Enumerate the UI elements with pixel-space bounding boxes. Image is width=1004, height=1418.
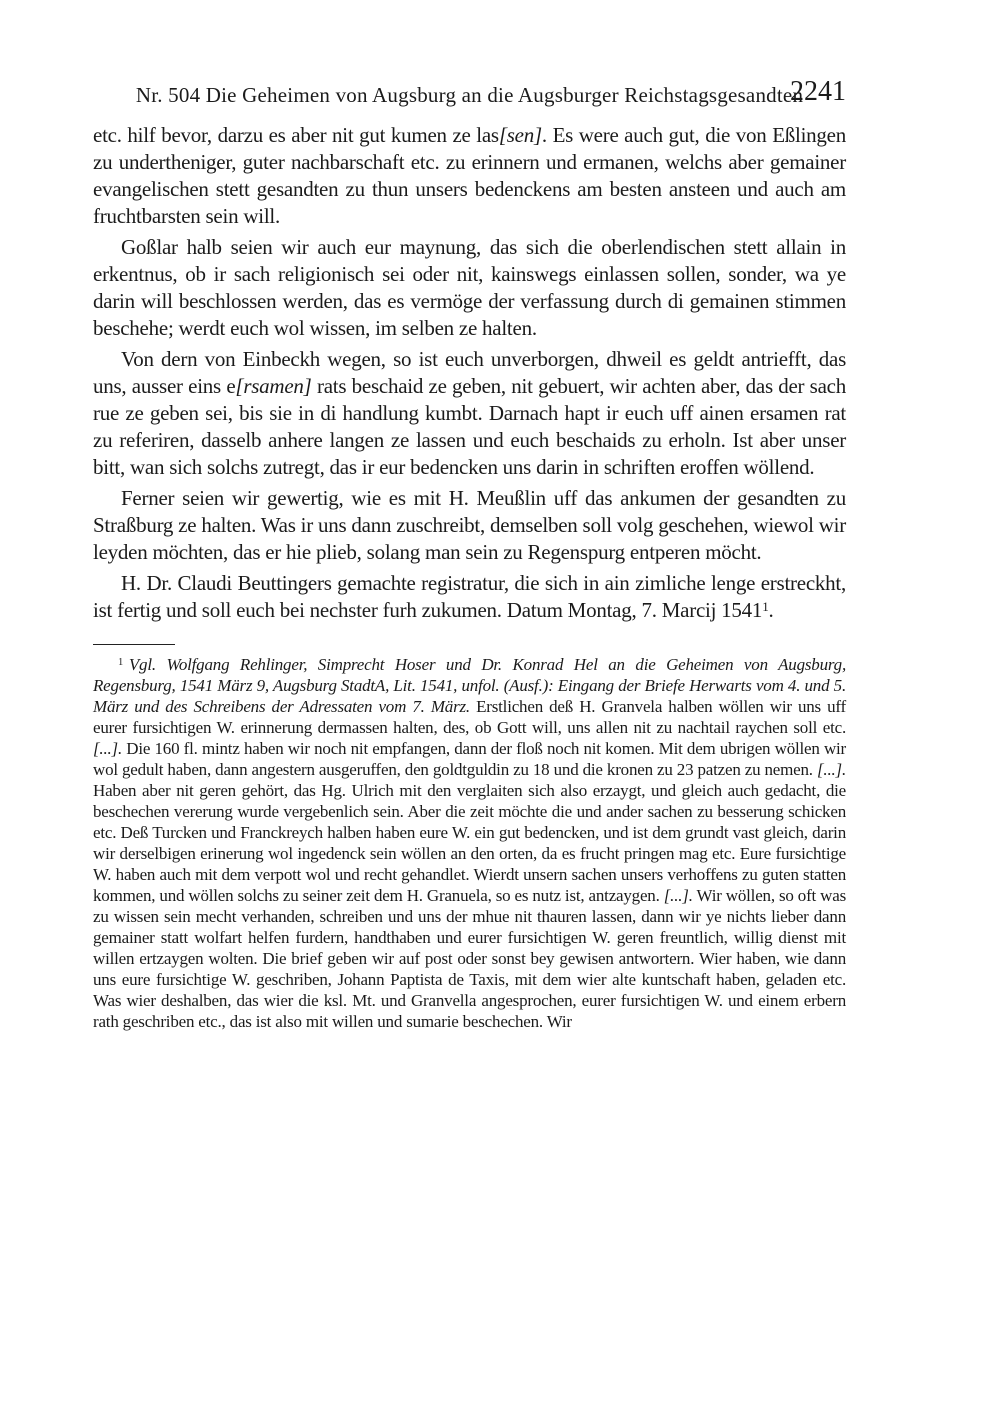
paragraph-1: etc. hilf bevor, darzu es aber nit gut kumen ze las[sen]. Es were auch gut, die von Eßlingen zu undertheniger, guter nachbarschaft etc. zu erinnern und ermanen, welchs aber gemainer evangelischen stett gesandten zu thun unsers bedenckens am besten ansteen und auch am fruchtbarsten sein will. [93,123,846,228]
paragraph-4: Ferner seien wir gewertig, wie es mit H. Meußlin uff das ankumen der gesandten zu Straßburg ze halten. Was ir uns dann zuschreibt, demselben soll volg geschehen, wiewol wir leyden möchten, das er hie plieb, solang man sein zu Regenspurg entperen möcht. [93,486,846,564]
footnote-marker: 1 [118,657,124,669]
footnote-text: Vgl. Wolfgang Rehlinger, Simprecht Hoser und Dr. Konrad Hel an die Geheimen von Augsburg, Regensburg, 1541 März 9, Augsburg StadtA, Lit. 1541, unfol. (Ausf.): Eingang der Briefe Herwarts vom 4. und 5. März und des Schreibens der Adressaten vom 7. März. Erstlichen deß H. Granvela halben wöllen wir uns uff eurer fursichtigen W. erinnerung dermassen halten, des, ob Gott will, uns allen nit zu nachtail raychen soll etc. [...]. Die 160 fl. mintz haben wir noch nit empfangen, dann der floß noch nit komen. Mit dem ubrigen wöllen wir wol gedult haben, dann angestern ausgeruffen, den goldtguldin zu 18 und die kronen zu 23 patzen zu nemen. [...]. Haben aber nit geren gehört, das Hg. Ulrich mit den verglaiten sich also erzaygt, und gleich auch gedacht, die beschechen vererung wurde vergebenlich sein. Aber die zeit möchte die und ander sachen zu besserung schicken etc. Deß Turcken und Franckreych halben haben eure W. ein gut bedencken, und ist dem grundt vast gleich, darin wir derselbigen erinerung wol ingedenck sein wöllen an den orten, da es frucht pringen mag etc. Eure fursichtige W. haben auch mit dem verpott wol und recht gehandlet. Wierdt unsern sachen unsers verhoffens zu guten statten kommen, und wöllen solchs zu seiner zeit dem H. Granuela, so es nutz ist, antzaygen. [...]. Wir wöllen, so oft was zu wissen sein mecht verhanden, schreiben und uns der mhue nit thauren lassen, dann wir ye nichts lieber dann gemainer statt wolfart helfen furdern, handthaben und eurer fursichtigen W. geren freuntlich, willig dienst mit willen ertzaygen wolten. Die brief geben wir auf post oder sonst bey gewisen antwortern. Wier haben, wie dann uns eure fursichtige W. geschriben, Johann Paptista de Taxis, mit dem wier alte kuntschaft haben, geladen etc. Was wier deshalben, das wier die ksl. Mt. und Granvella angesprochen, eurer fursichtigen W. und einem erbern rath geschriben etc., das ist also mit willen und sumarie beschechen. Wir [93,655,847,1031]
page-number: 2241 [790,76,846,107]
body-text [93,122,846,624]
paragraph-5: H. Dr. Claudi Beuttingers gemachte registratur, die sich in ain zimliche lenge erstreckht, ist fertig und soll euch bei nechster furh zukumen. Datum Montag, 7. Marcij 1541$^1$. [93,571,846,622]
page-header [93,76,846,114]
footnote-1 [93,654,846,1032]
text-block [93,76,847,1032]
footnote-separator-rule [93,644,175,645]
paragraph-2: Goßlar halb seien wir auch eur maynung, das sich die oberlendischen stett allain in erkentnus, ob ir sach religionisch sei oder nit, kainswegs einlassen sollen, sonder, wa ye darin will beschlossen werden, das es vermöge der verfassung durch di gemainen stimmen beschehe; werdt euch wol wissen, im selben ze halten. [93,235,846,340]
footnote-section [93,644,846,1032]
running-head: Nr. 504 Die Geheimen von Augsburg an die Augsburger Reichstagsgesandten [135,83,804,107]
paragraph-3: Von dern von Einbeckh wegen, so ist euch unverborgen, dhweil es geldt antriefft, das uns, ausser eins e[rsamen] rats beschaid ze geben, nit gebuert, wir achten aber, das der sach rue ze geben sei, bis sie in di handlung kumbt. Darnach hapt ir euch uff ainen ersamen rat zu referiren, dasselb anhere langen ze lassen und euch beschaids zu erholn. Ist aber unser bitt, wan sich solchs zutregt, das ir eur bedencken uns darin in schriften eroffen wöllend. [93,347,846,479]
